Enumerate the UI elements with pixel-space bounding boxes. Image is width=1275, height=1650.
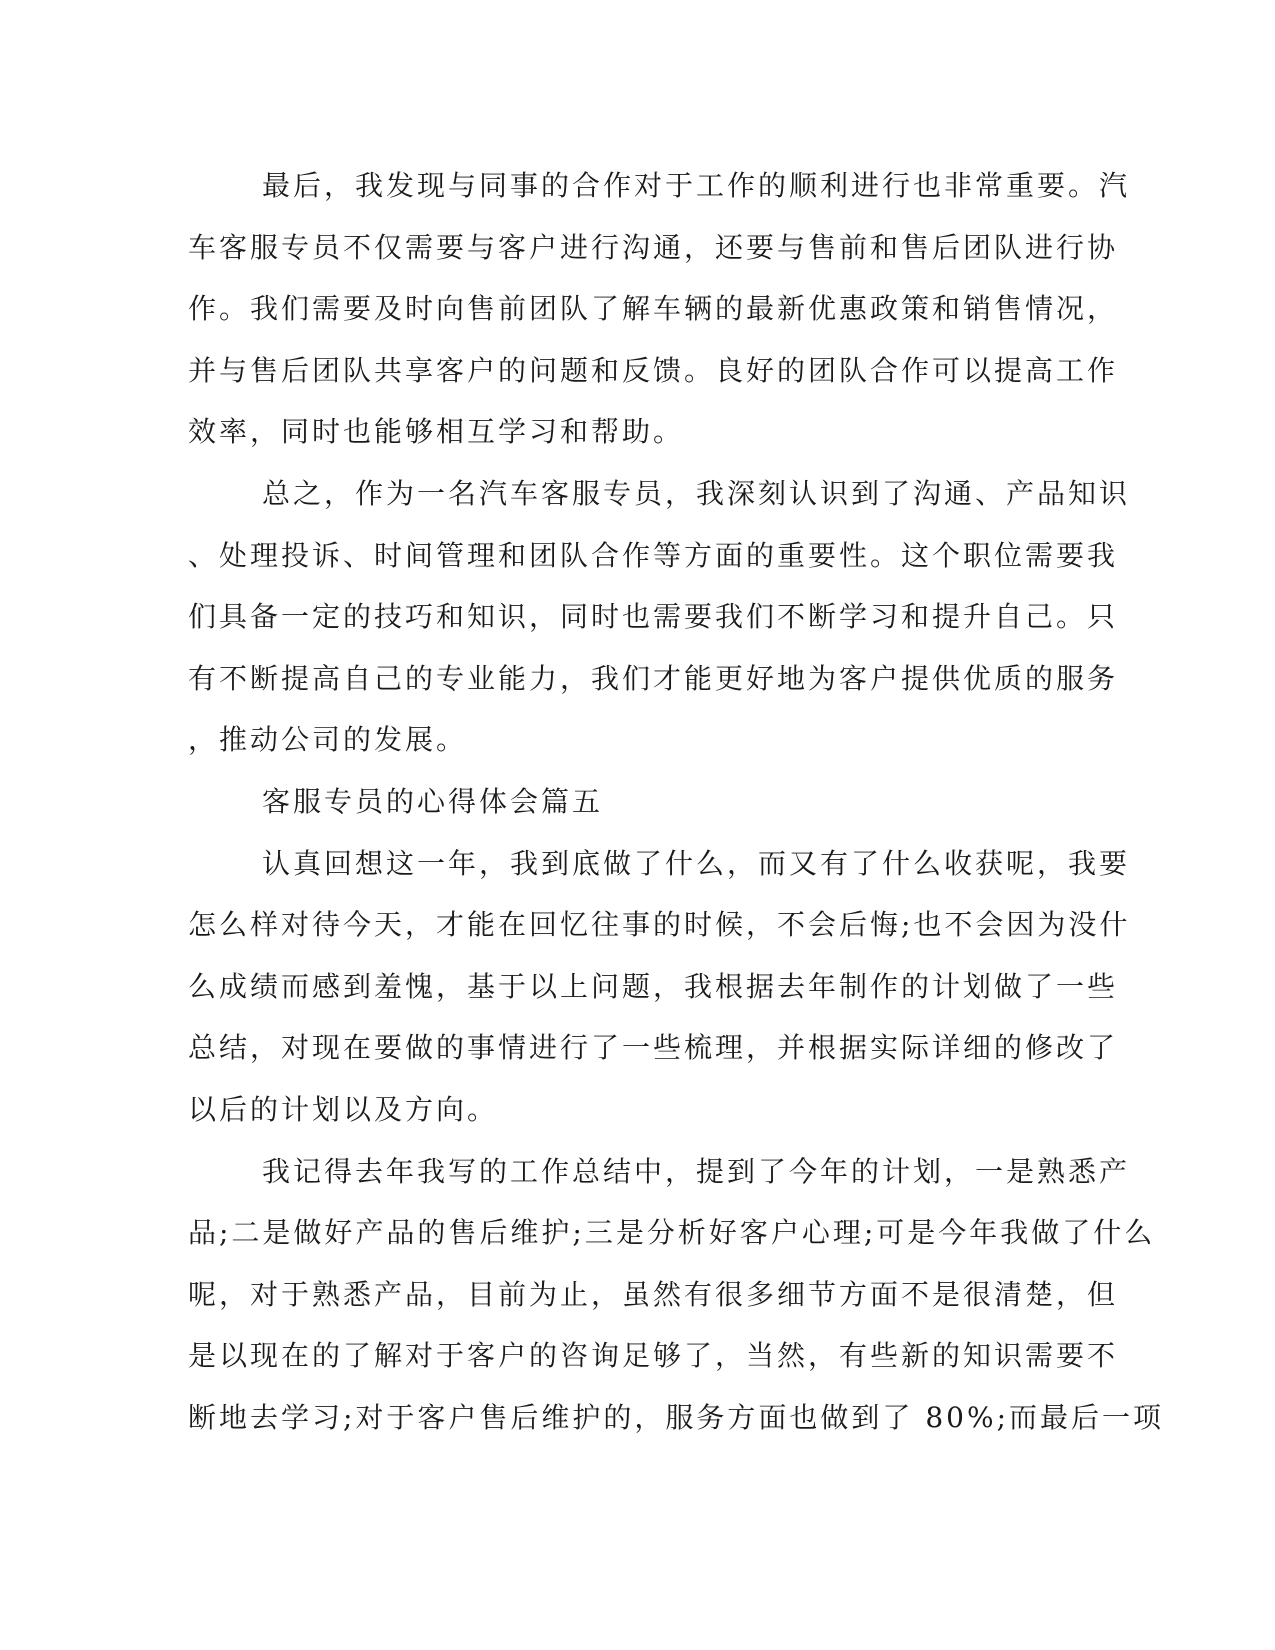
paragraph-line: 品;二是做好产品的售后维护;三是分析好客户心理;可是今年我做了什么 <box>188 1216 1156 1250</box>
paragraph-line: 总之，作为一名汽车客服专员，我深刻认识到了沟通、产品知识 <box>262 476 1131 510</box>
paragraph-line: 车客服专员不仅需要与客户进行沟通，还要与售前和售后团队进行协 <box>188 230 1119 264</box>
paragraph-line: 么成绩而感到羞愧，基于以上问题，我根据去年制作的计划做了一些 <box>188 969 1119 1003</box>
paragraph-line: 、处理投诉、时间管理和团队合作等方面的重要性。这个职位需要我 <box>188 538 1119 572</box>
paragraph-line: 是以现在的了解对于客户的咨询足够了，当然，有些新的知识需要不 <box>188 1339 1119 1373</box>
paragraph-line: 最后，我发现与同事的合作对于工作的顺利进行也非常重要。汽 <box>262 169 1131 202</box>
paragraph-line: 作。我们需要及时向售前团队了解车辆的最新优惠政策和销售情况， <box>188 292 1119 326</box>
paragraph-line: 们具备一定的技巧和知识，同时也需要我们不断学习和提升自己。只 <box>188 600 1119 634</box>
paragraph-line: 我记得去年我写的工作总结中，提到了今年的计划，一是熟悉产 <box>262 1154 1131 1188</box>
paragraph-line: 总结，对现在要做的事情进行了一些梳理，并根据实际详细的修改了 <box>188 1031 1119 1065</box>
paragraph-line: 怎么样对待今天，才能在回忆往事的时候，不会后悔;也不会因为没什 <box>188 908 1131 942</box>
paragraph-line: 并与售后团队共享客户的问题和反馈。良好的团队合作可以提高工作 <box>188 353 1119 387</box>
paragraph-line: 效率，同时也能够相互学习和帮助。 <box>188 415 685 449</box>
paragraph-line: 断地去学习;对于客户售后维护的，服务方面也做到了 80%;而最后一项 <box>188 1400 1165 1434</box>
paragraph-line: 以后的计划以及方向。 <box>188 1092 499 1126</box>
paragraph-line: ，推动公司的发展。 <box>188 723 468 757</box>
paragraph-line: 有不断提高自己的专业能力，我们才能更好地为客户提供优质的服务 <box>188 661 1119 695</box>
document-body <box>188 166 1165 1459</box>
section-heading: 客服专员的心得体会篇五 <box>262 784 604 818</box>
paragraph-line: 认真回想这一年，我到底做了什么，而又有了什么收获呢，我要 <box>262 846 1131 880</box>
paragraph-line: 呢，对于熟悉产品，目前为止，虽然有很多细节方面不是很清楚，但 <box>188 1277 1119 1311</box>
